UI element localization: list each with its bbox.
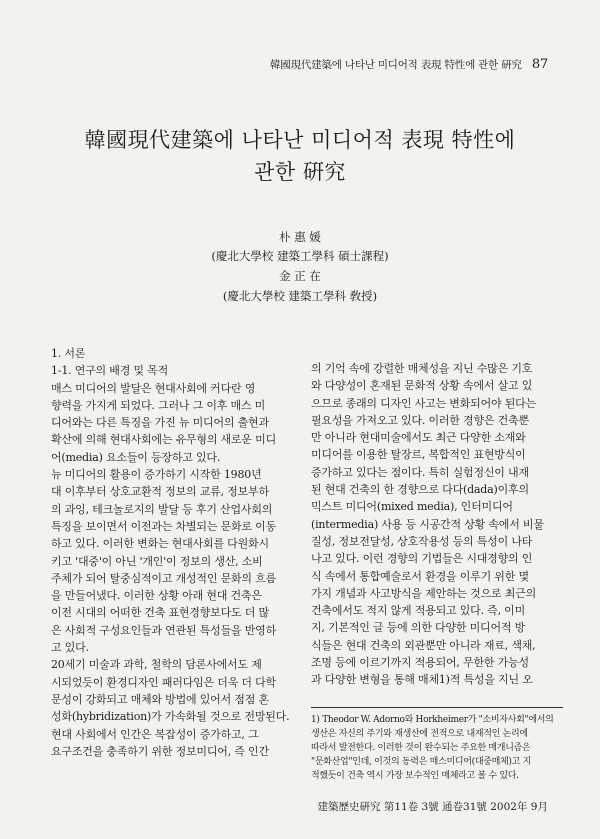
body-text-line: 고 있다. (51, 641, 89, 655)
author-affiliation-1: (慶北大學校 建築工學科 碩士課程) (211, 249, 389, 263)
body-text-line: 가지 개념과 사고방식을 제안하는 것으로 최근의 (311, 586, 537, 600)
body-text-line: 주체가 되어 탈중심적이고 개성적인 문화의 흐름 (51, 571, 277, 585)
body-text-line: 20세기 미술과 과학, 철학의 담론사에서도 제 (51, 658, 262, 672)
body-text-line: 을 만들어냈다. 이러한 상황 아래 현대 건축은 (51, 589, 262, 603)
body-text-line: 특징을 보이면서 이전과는 차별되는 문화로 이동 (51, 519, 277, 533)
body-text-line: 은 사회적 구성요인들과 연관된 특성들을 반영하 (51, 623, 277, 637)
paper-title (40, 124, 560, 188)
body-text-line: 현대 사회에서 인간은 복잡성이 증가하고, 그 (51, 727, 259, 741)
body-text-line: 건축에서도 적지 않게 적용되고 있다. 즉, 이미 (311, 604, 526, 618)
body-text-line: 식 속에서 통합예술로서 환경을 이루기 위한 몇 (311, 569, 529, 583)
body-text-line: 믹스트 미디어(mixed media), 인터미디어 (311, 500, 513, 514)
body-text-line: 나고 있다. 이런 경향의 기법들은 시대경향의 인 (311, 552, 533, 566)
footnote-line: 1) Theodor W. Adorno와 Horkheimer가 "소비자사회"에서의 (311, 715, 554, 725)
body-text-line: 시되었듯이 환경디자인 패러다임은 더욱 더 다학 (51, 675, 277, 689)
body-text-line: (intermedia) 사용 등 시공간적 상황 속에서 비물 (311, 517, 544, 531)
body-text-line: 1. 서론 (51, 347, 86, 360)
paper-title-line-1: 韓國現代建築에 나타난 미디어적 表現 特性에 (84, 128, 516, 152)
body-text-line: 요구조건을 충족하기 위한 정보미디어, 즉 인간 (51, 744, 269, 758)
body-text-line: 미디어를 이용한 탈장르, 복합적인 표현방식이 (311, 448, 526, 462)
body-text-line: 과 다양한 변형을 통해 매체1)적 특성을 지닌 오 (311, 673, 533, 687)
body-text-line: 하고 있다. 이러한 변화는 현대사회를 다원화시 (51, 537, 269, 551)
left-column (51, 345, 301, 760)
author-name-1: 朴 惠 媛 (279, 230, 321, 244)
body-text-line: 어(media) 요소들이 등장하고 있다. (51, 450, 221, 464)
body-text-line: 만 아니라 현대미술에서도 최근 다양한 소재와 (311, 431, 526, 445)
body-text-line: 성화(hybridization)가 가속화될 것으로 전망된다. (51, 710, 290, 724)
body-text-line: 지, 기본적인 글 등에 의한 다양한 미디어적 방 (311, 621, 526, 635)
body-text-line: 으므로 종래의 디자인 사고는 변화되어야 된다는 (311, 396, 537, 410)
body-text-line: 된 현대 건축의 한 경향으로 다다(dada)이후의 (311, 483, 529, 497)
body-text-line: 증가하고 있다는 점이다. 특히 실험정신이 내재 (311, 465, 529, 479)
right-column (311, 360, 563, 689)
body-text-line: 의 기억 속에 강렬한 매체성을 지닌 수많은 기호 (311, 362, 533, 375)
body-text-line: 향력을 가지게 되었다. 그러나 그 이후 매스 미 (51, 398, 266, 412)
running-title: 韓國現代建築에 나타난 미디어적 表現 特性에 관한 硏究 (270, 59, 522, 71)
paper-title-line-2: 관한 硏究 (254, 160, 346, 184)
footnote-line: 따라서 발전한다. 이러한 것이 완수되는 주요한 매개니즘은 (311, 743, 531, 753)
body-text-line: 디어와는 다른 특징을 가진 뉴 미디어의 출현과 (51, 416, 269, 430)
author-name-2: 金 正 在 (279, 269, 321, 283)
body-text-line: 식들은 현대 건축의 외관뿐만 아니라 재료, 색채, (311, 638, 536, 652)
footnote-line: 적했듯이 건축 역시 가장 보수적인 매체라고 볼 수 있다. (311, 771, 519, 781)
body-text-line: 조명 등에 이르기까지 적용되어, 무한한 가능성 (311, 656, 529, 670)
page-number: 87 (531, 57, 548, 72)
body-text-line: 와 다양성이 혼재된 문화적 상황 속에서 살고 있 (311, 379, 533, 393)
body-text-line: 이전 시대의 어떠한 건축 표현경향보다도 더 많 (51, 606, 269, 620)
body-text-line: 뉴 미디어의 활용이 증가하기 시작한 1980년 (51, 468, 262, 482)
body-text-line: 질성, 정보전달성, 상호작용성 등의 특성이 나타 (311, 534, 533, 548)
body-text-line: 키고 '대중'이 아닌 '개인'이 정보의 생산, 소비 (51, 554, 263, 568)
body-text-line: 의 과잉, 테크놀로지의 발달 등 후기 산업사회의 (51, 502, 273, 516)
journal-footer: 建築歷史硏究 第11卷 3號 通卷31號 2002年 9月 (317, 801, 548, 813)
footnote-line: 생산은 자신의 주기와 재생산에 전적으로 내재적인 논리에 (311, 729, 528, 739)
author-affiliation-2: (慶北大學校 建築工學科 敎授) (222, 289, 378, 303)
body-text-line: 1-1. 연구의 배경 및 목적 (51, 364, 169, 378)
body-text-line: 매스 미디어의 발달은 현대사회에 커다란 영 (51, 381, 256, 395)
body-text-line: 문성이 강화되고 매체와 방법에 있어서 점점 혼 (51, 692, 269, 706)
footnote-line: "문화산업"인데, 이것의 동력은 매스미디어(대중매체)고 지 (311, 757, 531, 767)
footnote (311, 707, 563, 783)
body-text-line: 대 이후부터 상호교환적 정보의 교류, 정보부하 (51, 485, 269, 499)
body-text-line: 필요성을 가져오고 있다. 이러한 경향은 건축뿐 (311, 413, 529, 427)
body-text-line: 확산에 의해 현대사회에는 유무형의 새로운 미디 (51, 433, 277, 447)
running-header (270, 57, 546, 72)
